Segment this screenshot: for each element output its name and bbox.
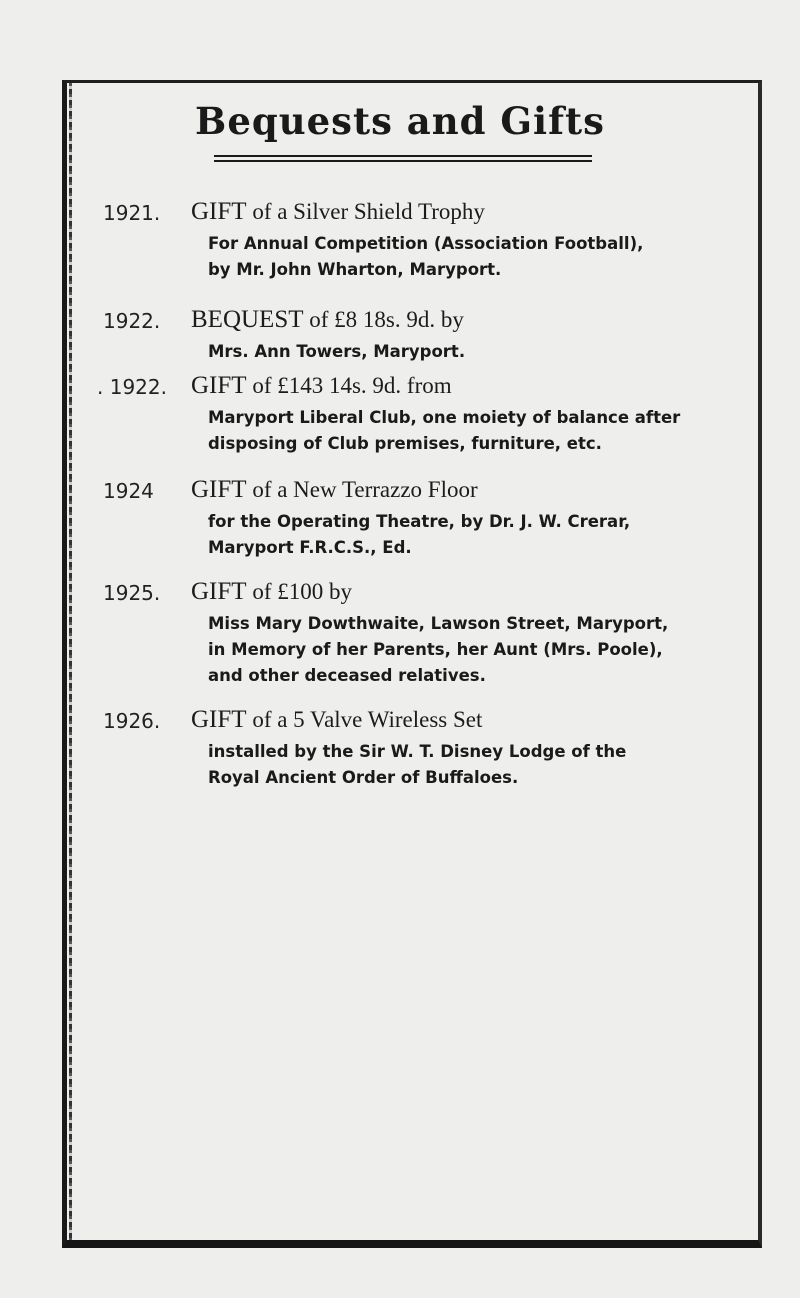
entry-detail-line: and other deceased relatives.	[208, 666, 486, 685]
entry-detail-line: For Annual Competition (Association Football),	[208, 234, 644, 253]
entry-detail-line: Maryport F.R.C.S., Ed.	[208, 538, 412, 557]
entry-keyword: BEQUEST	[191, 306, 304, 333]
entry-headline-text: of a Silver Shield Trophy	[252, 199, 485, 224]
entry-year: 1925.	[103, 581, 161, 605]
entry-year: . 1922.	[97, 375, 167, 399]
title-underline	[214, 155, 592, 162]
entry-headline	[191, 198, 485, 226]
entry-headline-text: of a 5 Valve Wireless Set	[252, 707, 483, 732]
entry-headline-text: of £8 18s. 9d. by	[309, 307, 464, 332]
entry-detail-line: by Mr. John Wharton, Maryport.	[208, 260, 502, 279]
entry-year: 1921.	[103, 201, 161, 225]
entry-details	[208, 405, 768, 457]
entry-detail-line: installed by the Sir W. T. Disney Lodge of the	[208, 742, 627, 761]
entry-details	[208, 611, 768, 689]
entry-detail-line: Miss Mary Dowthwaite, Lawson Street, Maryport,	[208, 614, 669, 633]
entry-details	[208, 739, 768, 791]
entry-details	[208, 509, 768, 561]
entry-year: 1922.	[103, 309, 161, 333]
entry-details	[208, 231, 768, 283]
entry-detail-line: Royal Ancient Order of Buffaloes.	[208, 768, 519, 787]
entry-keyword: GIFT	[191, 578, 247, 605]
entry-headline	[191, 476, 478, 504]
entry-detail-line: for the Operating Theatre, by Dr. J. W. Crerar,	[208, 512, 631, 531]
entry-keyword: GIFT	[191, 372, 247, 399]
entry-headline-text: of a New Terrazzo Floor	[252, 477, 478, 502]
entry-headline	[191, 306, 464, 334]
entry-keyword: GIFT	[191, 198, 247, 225]
entry-headline	[191, 706, 482, 734]
entry-detail-line: Mrs. Ann Towers, Maryport.	[208, 342, 466, 361]
entry-keyword: GIFT	[191, 476, 247, 503]
entry-year: 1926.	[103, 709, 161, 733]
page-title: Bequests and Gifts	[195, 99, 605, 143]
entry-keyword: GIFT	[191, 706, 247, 733]
entry-detail-line: disposing of Club premises, furniture, etc.	[208, 434, 602, 453]
entry-detail-line: Maryport Liberal Club, one moiety of balance after	[208, 408, 681, 427]
entry-headline	[191, 578, 352, 606]
entry-headline-text: of £100 by	[252, 579, 352, 604]
entry-detail-line: in Memory of her Parents, her Aunt (Mrs. Poole),	[208, 640, 663, 659]
entry-headline-text: of £143 14s. 9d. from	[252, 373, 452, 398]
entry-year: 1924	[103, 479, 154, 503]
entry-details	[208, 339, 768, 365]
entry-headline	[191, 372, 452, 400]
